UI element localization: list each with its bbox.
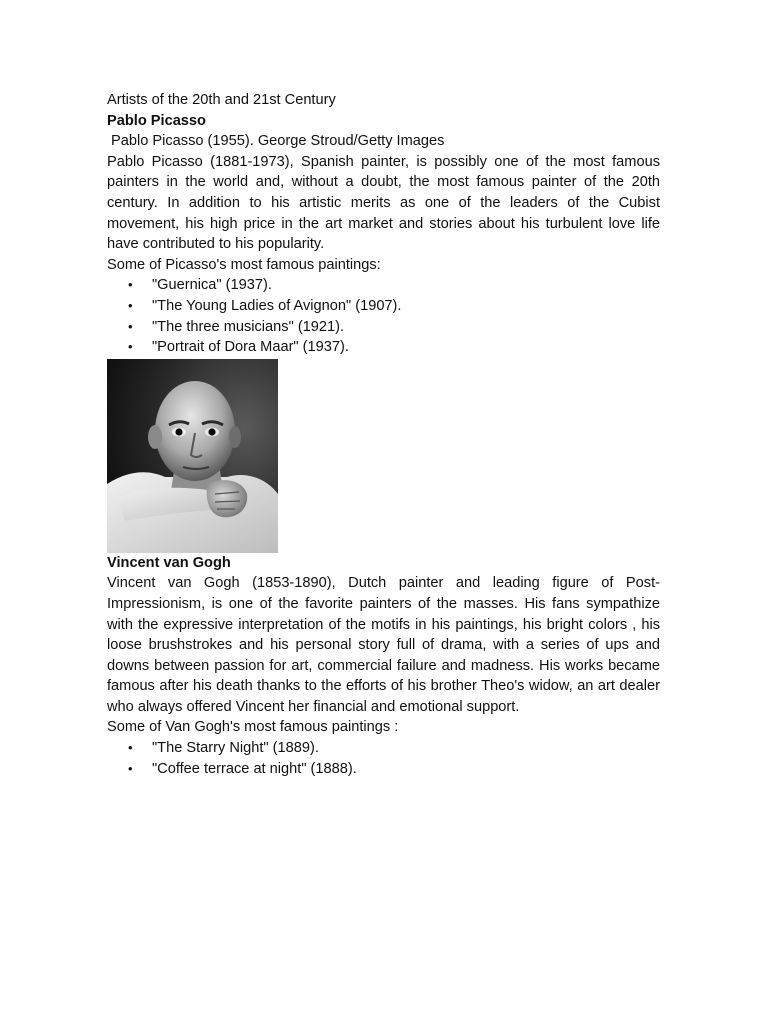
vangogh-paintings-list	[107, 738, 660, 779]
picasso-heading: Pablo Picasso	[107, 112, 206, 129]
vangogh-bio: Vincent van Gogh (1853-1890), Dutch painter and leading figure of Post-Impressionism, is one of the favorite painters of the masses. His fans sympathize with the expressive interpretation of the motifs in his paintings, his bright colors , his loose brushstrokes and his personal story full of drama, with a series of ups and downs between passion for art, commercial failure and madness. His works became famous after his death thanks to the efforts of his brother Theo's widow, an art dealer who always offered Vincent her financial and emotional support.	[107, 575, 660, 715]
picasso-bio: Pablo Picasso (1881-1973), Spanish painter, is possibly one of the most famous painters in the world and, without a doubt, the most famous painter of the 20th century. In addition to his artistic merits as one of the leaders of the Cubist movement, his high price in the art market and stories about his turbulent love life have contributed to his popularity.	[107, 153, 660, 253]
document-body	[107, 90, 660, 779]
list-item: • "The Starry Night" (1889).	[107, 738, 660, 759]
list-item: • "Guernica" (1937).	[107, 275, 660, 296]
list-item: • "The three musicians" (1921).	[107, 317, 660, 338]
list-item: • "The Young Ladies of Avignon" (1907).	[107, 296, 660, 317]
picasso-paintings-list	[107, 275, 660, 357]
picasso-list-intro: Some of Picasso's most famous paintings:	[107, 256, 381, 273]
list-item: • "Portrait of Dora Maar" (1937).	[107, 337, 660, 358]
document-title: Artists of the 20th and 21st Century	[107, 92, 336, 108]
picasso-photo-caption: Pablo Picasso (1955). George Stroud/Getty Images	[111, 133, 445, 150]
vangogh-list-intro: Some of Van Gogh's most famous paintings :	[107, 719, 399, 736]
list-item: • "Coffee terrace at night" (1888).	[107, 759, 660, 780]
vangogh-heading: Vincent van Gogh	[107, 554, 231, 571]
picasso-portrait-photo	[107, 359, 278, 553]
